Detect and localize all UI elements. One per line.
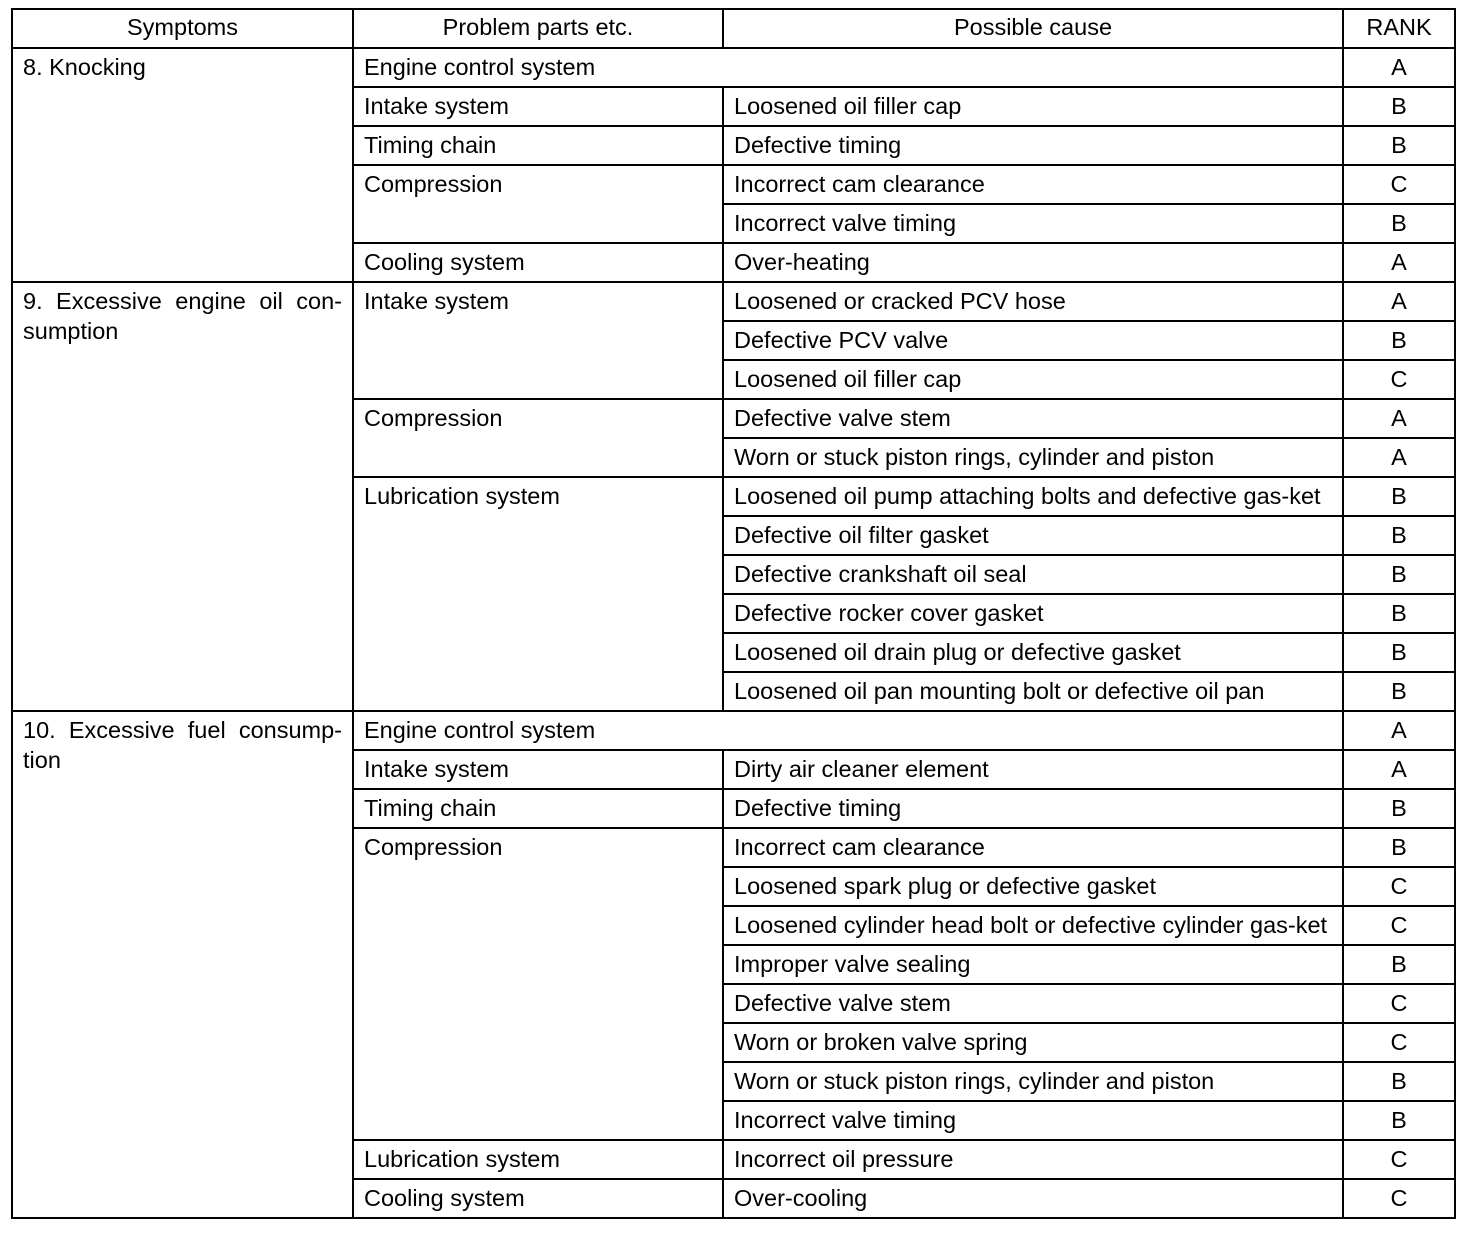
rank-cell: B	[1343, 1101, 1455, 1140]
possible-cause-cell: Worn or stuck piston rings, cylinder and piston	[723, 438, 1343, 477]
possible-cause-cell: Loosened oil pan mounting bolt or defective oil pan	[723, 672, 1343, 711]
problem-part-cell: Intake system	[353, 750, 723, 789]
possible-cause-cell: Over-cooling	[723, 1179, 1343, 1218]
rank-cell: B	[1343, 555, 1455, 594]
table-row	[12, 282, 1455, 321]
rank-cell: B	[1343, 1062, 1455, 1101]
possible-cause-cell: Dirty air cleaner element	[723, 750, 1343, 789]
rank-cell: B	[1343, 633, 1455, 672]
possible-cause-cell: Defective crankshaft oil seal	[723, 555, 1343, 594]
rank-cell: B	[1343, 594, 1455, 633]
rank-cell: B	[1343, 945, 1455, 984]
rank-cell: B	[1343, 126, 1455, 165]
possible-cause-cell: Defective valve stem	[723, 399, 1343, 438]
table-row	[12, 48, 1455, 87]
header-possible-cause: Possible cause	[723, 9, 1343, 48]
possible-cause-cell: Loosened cylinder head bolt or defective cylinder gas-ket	[723, 906, 1343, 945]
possible-cause-cell: Defective oil filter gasket	[723, 516, 1343, 555]
rank-cell: B	[1343, 321, 1455, 360]
possible-cause-cell: Incorrect cam clearance	[723, 828, 1343, 867]
rank-cell: B	[1343, 789, 1455, 828]
header-symptoms: Symptoms	[12, 9, 353, 48]
table-row	[12, 711, 1455, 750]
rank-cell: A	[1343, 282, 1455, 321]
possible-cause-cell: Loosened oil filler cap	[723, 360, 1343, 399]
possible-cause-cell: Loosened oil drain plug or defective gasket	[723, 633, 1343, 672]
symptom-cell: 8. Knocking	[12, 48, 353, 282]
rank-cell: C	[1343, 906, 1455, 945]
possible-cause-cell: Incorrect valve timing	[723, 1101, 1343, 1140]
rank-cell: C	[1343, 1023, 1455, 1062]
possible-cause-cell: Loosened oil pump attaching bolts and defective gas-ket	[723, 477, 1343, 516]
rank-cell: A	[1343, 243, 1455, 282]
rank-cell: A	[1343, 438, 1455, 477]
rank-cell: C	[1343, 1140, 1455, 1179]
problem-part-cell: Engine control system	[353, 48, 1343, 87]
rank-cell: B	[1343, 516, 1455, 555]
problem-part-cell: Engine control system	[353, 711, 1343, 750]
problem-part-cell: Compression	[353, 828, 723, 1140]
rank-cell: A	[1343, 711, 1455, 750]
possible-cause-cell: Worn or stuck piston rings, cylinder and piston	[723, 1062, 1343, 1101]
header-problem-parts: Problem parts etc.	[353, 9, 723, 48]
possible-cause-cell: Loosened spark plug or defective gasket	[723, 867, 1343, 906]
problem-part-cell: Timing chain	[353, 789, 723, 828]
rank-cell: A	[1343, 48, 1455, 87]
rank-cell: B	[1343, 204, 1455, 243]
possible-cause-cell: Defective valve stem	[723, 984, 1343, 1023]
symptom-cell: 10. Excessive fuel consump-tion	[12, 711, 353, 1218]
possible-cause-cell: Defective PCV valve	[723, 321, 1343, 360]
possible-cause-cell: Over-heating	[723, 243, 1343, 282]
possible-cause-cell: Defective timing	[723, 789, 1343, 828]
rank-cell: A	[1343, 399, 1455, 438]
rank-cell: C	[1343, 360, 1455, 399]
problem-part-cell: Lubrication system	[353, 477, 723, 711]
problem-part-cell: Intake system	[353, 87, 723, 126]
header-rank: RANK	[1343, 9, 1455, 48]
rank-cell: C	[1343, 984, 1455, 1023]
rank-cell: B	[1343, 828, 1455, 867]
problem-part-cell: Intake system	[353, 282, 723, 399]
possible-cause-cell: Incorrect oil pressure	[723, 1140, 1343, 1179]
possible-cause-cell: Defective rocker cover gasket	[723, 594, 1343, 633]
problem-part-cell: Cooling system	[353, 243, 723, 282]
possible-cause-cell: Incorrect valve timing	[723, 204, 1343, 243]
symptom-cell: 9. Excessive engine oil con-sumption	[12, 282, 353, 711]
rank-cell: B	[1343, 672, 1455, 711]
possible-cause-cell: Worn or broken valve spring	[723, 1023, 1343, 1062]
diagnosis-table	[11, 8, 1456, 1219]
rank-cell: C	[1343, 165, 1455, 204]
problem-part-cell: Compression	[353, 165, 723, 243]
header-row	[12, 9, 1455, 48]
table-body	[12, 48, 1455, 1218]
rank-cell: B	[1343, 477, 1455, 516]
rank-cell: C	[1343, 867, 1455, 906]
problem-part-cell: Lubrication system	[353, 1140, 723, 1179]
problem-part-cell: Compression	[353, 399, 723, 477]
possible-cause-cell: Improper valve sealing	[723, 945, 1343, 984]
possible-cause-cell: Incorrect cam clearance	[723, 165, 1343, 204]
rank-cell: B	[1343, 87, 1455, 126]
rank-cell: A	[1343, 750, 1455, 789]
possible-cause-cell: Loosened oil filler cap	[723, 87, 1343, 126]
possible-cause-cell: Loosened or cracked PCV hose	[723, 282, 1343, 321]
possible-cause-cell: Defective timing	[723, 126, 1343, 165]
problem-part-cell: Timing chain	[353, 126, 723, 165]
problem-part-cell: Cooling system	[353, 1179, 723, 1218]
rank-cell: C	[1343, 1179, 1455, 1218]
